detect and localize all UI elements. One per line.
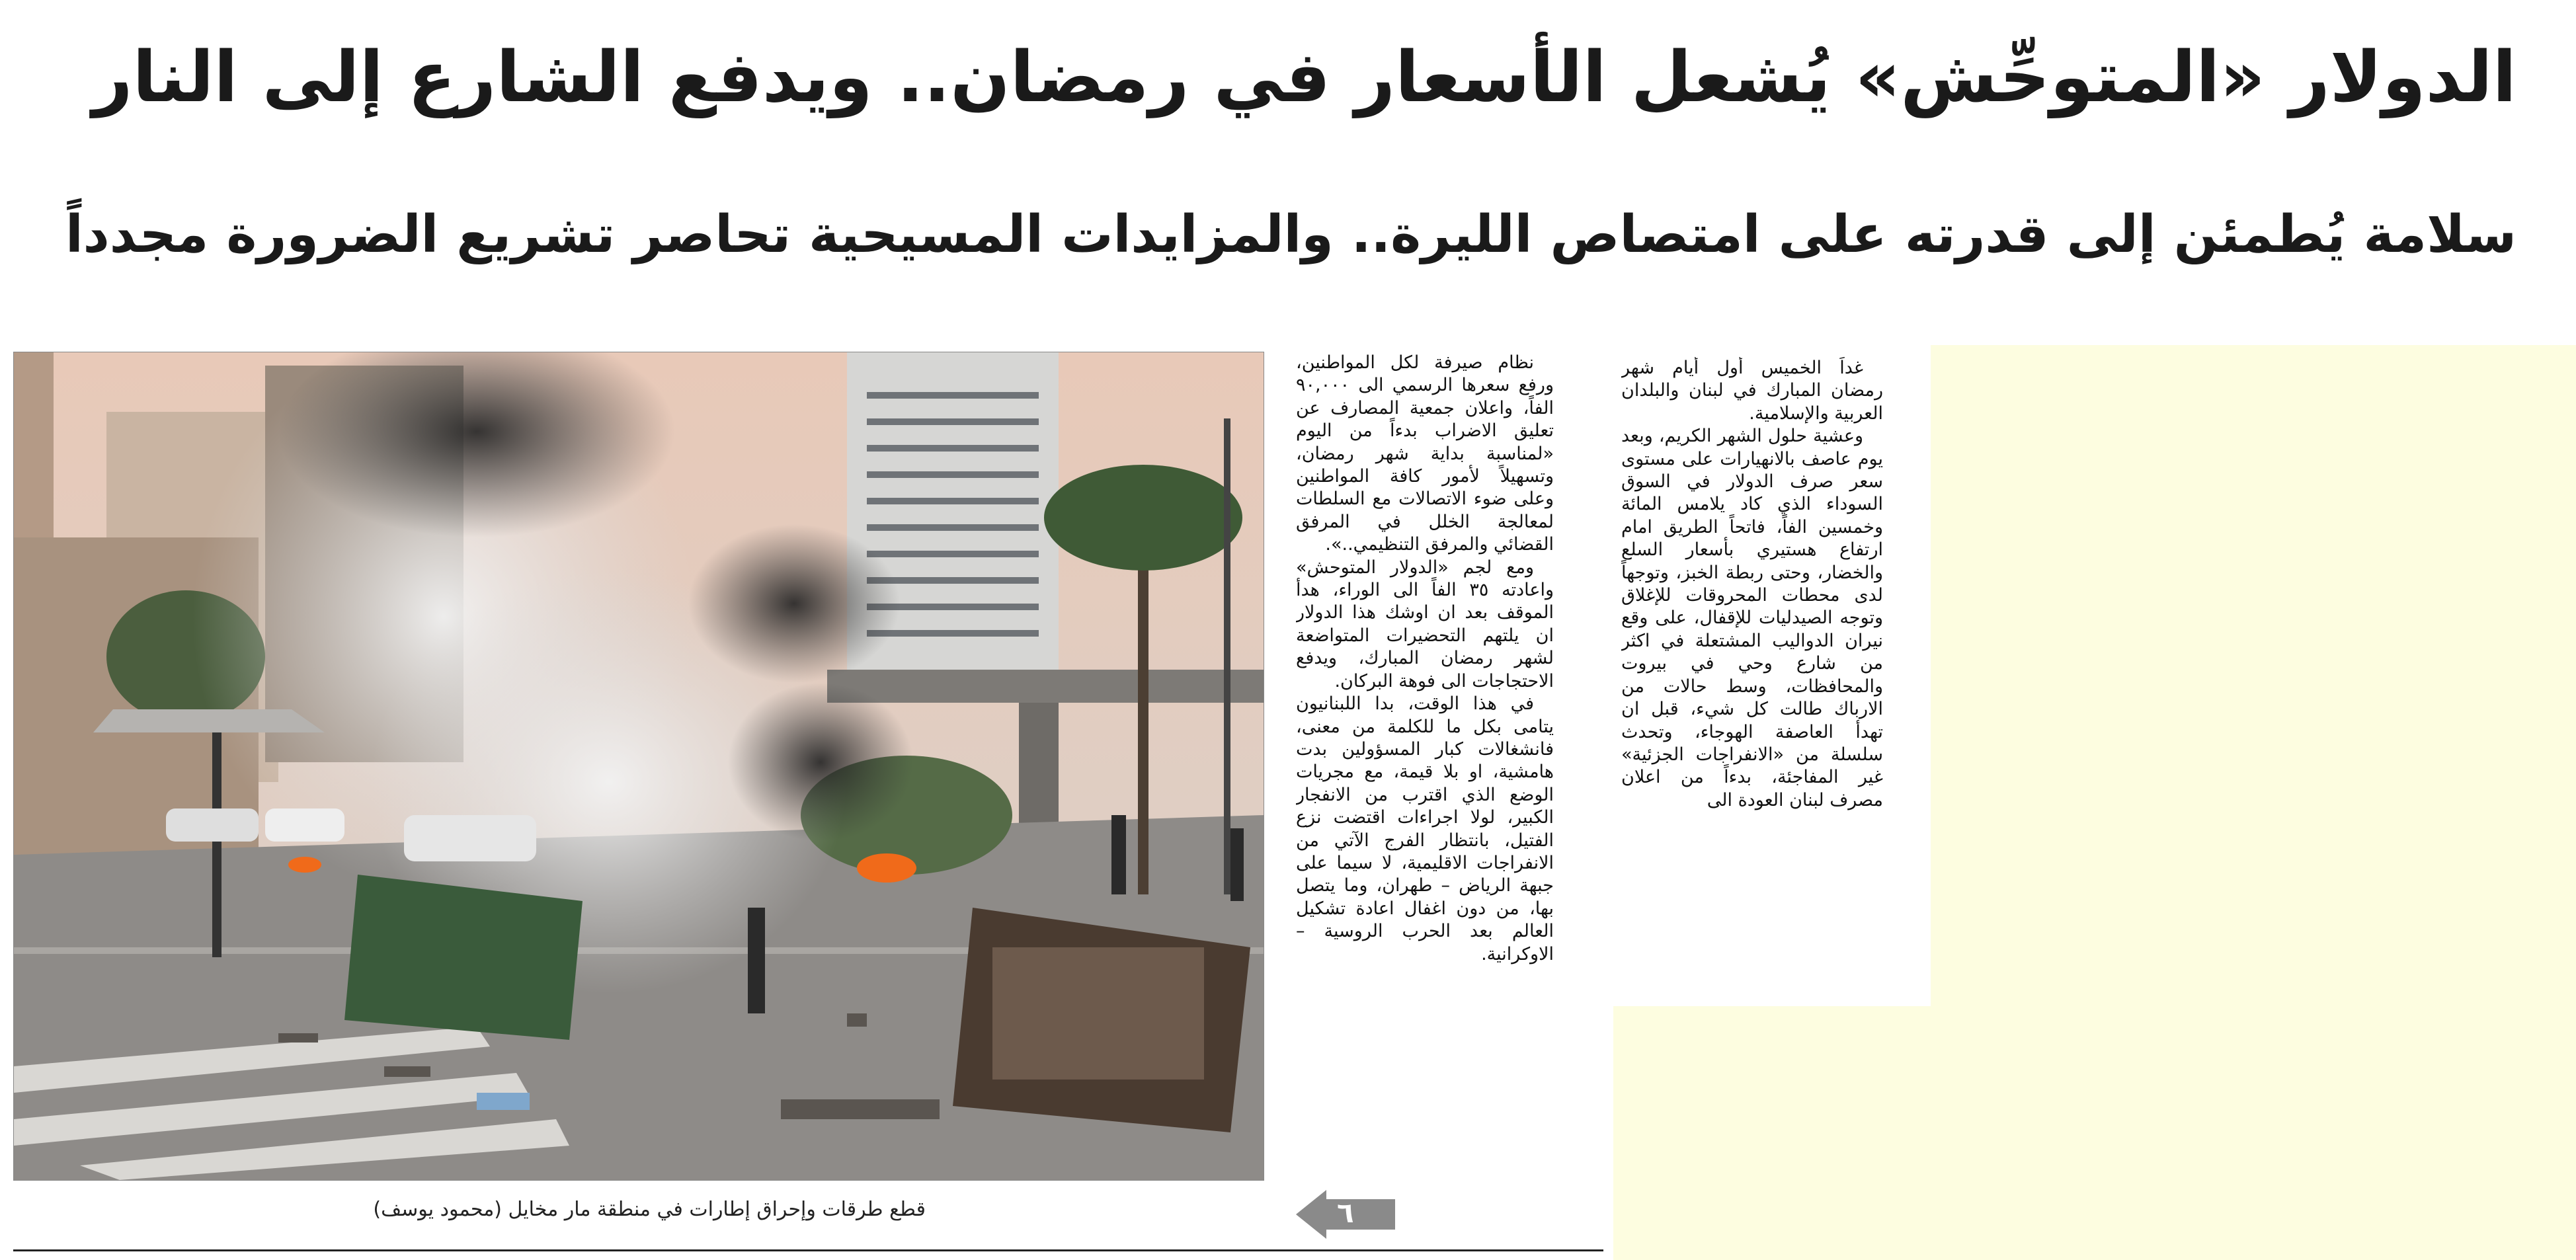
article-column-right	[1621, 357, 1883, 1002]
article-paragraph: ومع لجم «الدولار المتوحش» واعادته ٣٥ الفاً الى الوراء، هدأ الموقف بعد ان اوشك هذا الدولار ان يلتهم التحضيرات المتواضعة لشهر رمضان المبارك، ويدفع الاحتجاجات الى فوهة البركان.	[1296, 557, 1554, 691]
article-paragraph: غداً الخميس أول أيام شهر رمضان المبارك في لبنان والبلدان العربية والإسلامية.	[1621, 358, 1883, 424]
sub-headline: سلامة يُطمئن إلى قدرته على امتصاص الليرة.. والمزايدات المسيحية تحاصر تشريع الضرورة مجدداً	[65, 205, 2516, 264]
main-headline: الدولار «المتوحِّش» يُشعل الأسعار في رمضان.. ويدفع الشارع إلى النار	[92, 36, 2516, 118]
article-column-middle	[1296, 352, 1554, 1238]
article-paragraph: وعشية حلول الشهر الكريم، وبعد يوم عاصف بالانهيارات على مستوى سعر صرف الدولار في السوق السوداء الذي كاد يلامس المائة وخمسين الفاً، فاتحاً الطريق امام ارتفاع هستيري بأسعار السلع والخضار، وحتى ربطة الخبز، وتوجهاً لدى محطات المحروقات للإغلاق وتوجه الصيدليات للإقفال، على وقع نيران الدواليب المشتعلة في اكثر من شارع وحي في بيروت والمحافظات، وسط حالات من الارباك طالت كل شيء، قبل ان تهدأ العاصفة الهوجاء، وتحدث سلسلة من «الانفراجات الجزئية» غير المفاجئة، بدءاً من اعلان مصرف لبنان العودة الى	[1621, 426, 1883, 810]
article-paragraph: نظام صيرفة لكل المواطنين، ورفع سعرها الرسمي الى ٩٠,٠٠٠ الفاً، واعلان جمعية المصارف عن تعليق الاضراب بدءاً من اليوم «لمناسبة بداية شهر رمضان، وتسهيلاً لأمور كافة المواطنين وعلى ضوء الاتصالات مع السلطات لمعالجة الخلل في المرفق القضائي والمرفق التنظيمي..».	[1296, 352, 1554, 555]
bottom-divider	[13, 1249, 1603, 1251]
continued-page-number: ٦	[1337, 1197, 1354, 1229]
article-paragraph: في هذا الوقت، بدا اللبنانيون يتامى بكل ما للكلمة من معنى، فانشغالات كبار المسؤولين بدت هامشية، او بلا قيمة، مع مجريات الوضع الذي اقترب من الانفجار الكبير، لولا اجراءات اقتضت نزع الفتيل، بانتظار الفرج الآتي من الانفراجات الاقليمية، لا سيما على جبهة الرياض – طهران، وما يتصل بها، من دون اغفال اعادة تشكيل العالم بعد الحرب الروسية – الاوكرانية.	[1296, 693, 1554, 965]
continued-page-arrow	[1296, 1190, 1395, 1239]
news-photo-street-protest	[13, 352, 1264, 1181]
photo-caption: قطع طرقات وإحراق إطارات في منطقة مار مخايل (محمود يوسف)	[373, 1198, 926, 1221]
